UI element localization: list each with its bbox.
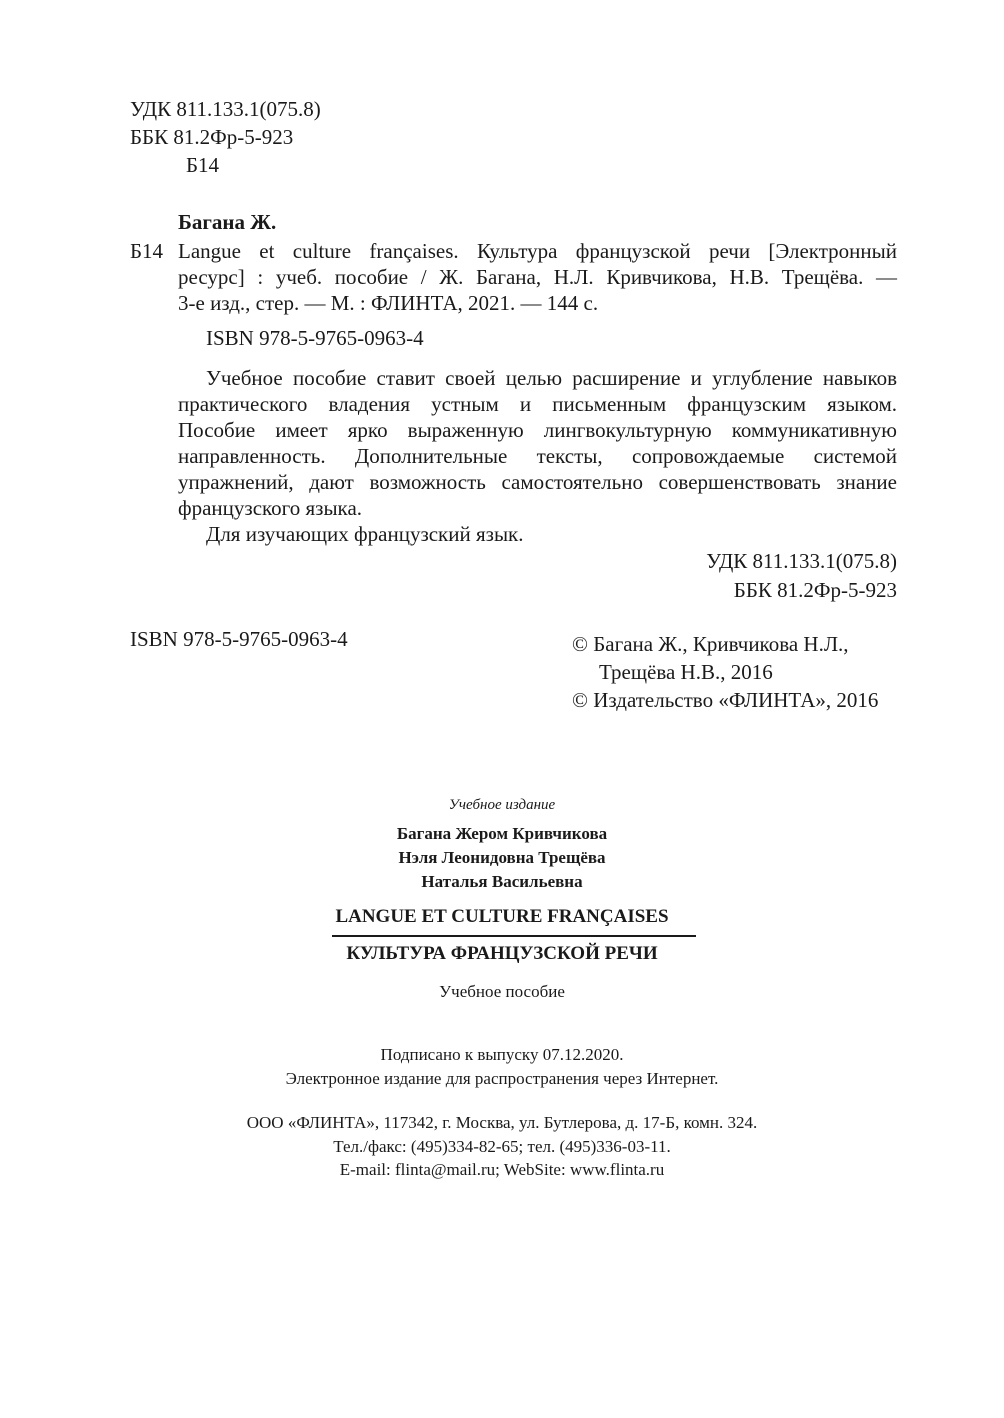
bib-line-3: 3-е изд., стер. — М. : ФЛИНТА, 2021. — 144 с. [178,291,599,315]
copyright-block [572,630,878,714]
publisher-address: ООО «ФЛИНТА», 117342, г. Москва, ул. Бутлерова, д. 17-Б, комн. 324. [246,1113,758,1132]
publisher-email-web: E-mail: flinta@mail.ru; WebSite: www.flinta.ru [339,1160,665,1179]
imprint-author-line: Нэля Леонидовна Трещёва [398,848,606,867]
abstract-line: практического владения устным и письменным французским языком. [178,392,897,416]
header-code: Б14 [186,153,220,177]
publisher-phone: Тел./факс: (495)334-82-65; тел. (495)336-03-11. [333,1137,671,1156]
abstract-line: упражнений, дают возможность самостоятельно совершенствовать знание [178,470,897,494]
bib-code: Б14 [130,239,164,263]
classification-udk: УДК 811.133.1(075.8) [706,549,897,573]
author-heading: Багана Ж. [178,210,277,234]
classification-block [706,547,897,605]
header-bbk: ББК 81.2Фр-5-923 [130,125,294,149]
imprint-author-line: Наталья Васильевна [421,872,583,891]
abstract-line: Учебное пособие ставит своей целью расширение и углубление навыков [206,366,897,390]
copyright-line-3: © Издательство «ФЛИНТА», 2016 [572,688,879,712]
signed-date: Подписано к выпуску 07.12.2020. [380,1045,624,1064]
abstract [178,365,897,547]
imprint-author-line: Багана Жером Кривчикова [396,824,608,843]
title-ru: КУЛЬТУРА ФРАНЦУЗСКОЙ РЕЧИ [346,943,658,964]
header-udk: УДК 811.133.1(075.8) [130,97,321,121]
isbn-left: ISBN 978-5-9765-0963-4 [130,627,348,651]
copyright-line-1: © Багана Ж., Кривчикова Н.Л., [572,632,849,656]
abstract-line: Пособие имеет ярко выраженную лингвокультурную коммуникативную [178,418,897,442]
bib-isbn: ISBN 978-5-9765-0963-4 [206,326,424,350]
distribution-note: Электронное издание для распространения через Интернет. [285,1069,719,1088]
title-fr: LANGUE ET CULTURE FRANÇAISES [335,906,669,927]
abstract-line: французского языка. [178,496,363,520]
copyright-line-2: Трещёва Н.В., 2016 [599,660,773,684]
bib-line-2: ресурс] : учеб. пособие / Ж. Багана, Н.Л. Кривчикова, Н.В. Трещёва. — [178,265,897,289]
classification-bbk: ББК 81.2Фр-5-923 [733,578,897,602]
bib-record [178,238,897,316]
bib-line-1: Langue et culture françaises. Культура французской речи [Электронный [178,239,897,263]
title-divider [332,935,696,937]
edition-type: Учебное издание [448,797,556,813]
abstract-audience: Для изучающих французский язык. [206,522,524,546]
abstract-line: направленность. Дополнительные тексты, сопровождаемые системой [178,444,897,468]
imprint-subtitle: Учебное пособие [439,982,565,1001]
